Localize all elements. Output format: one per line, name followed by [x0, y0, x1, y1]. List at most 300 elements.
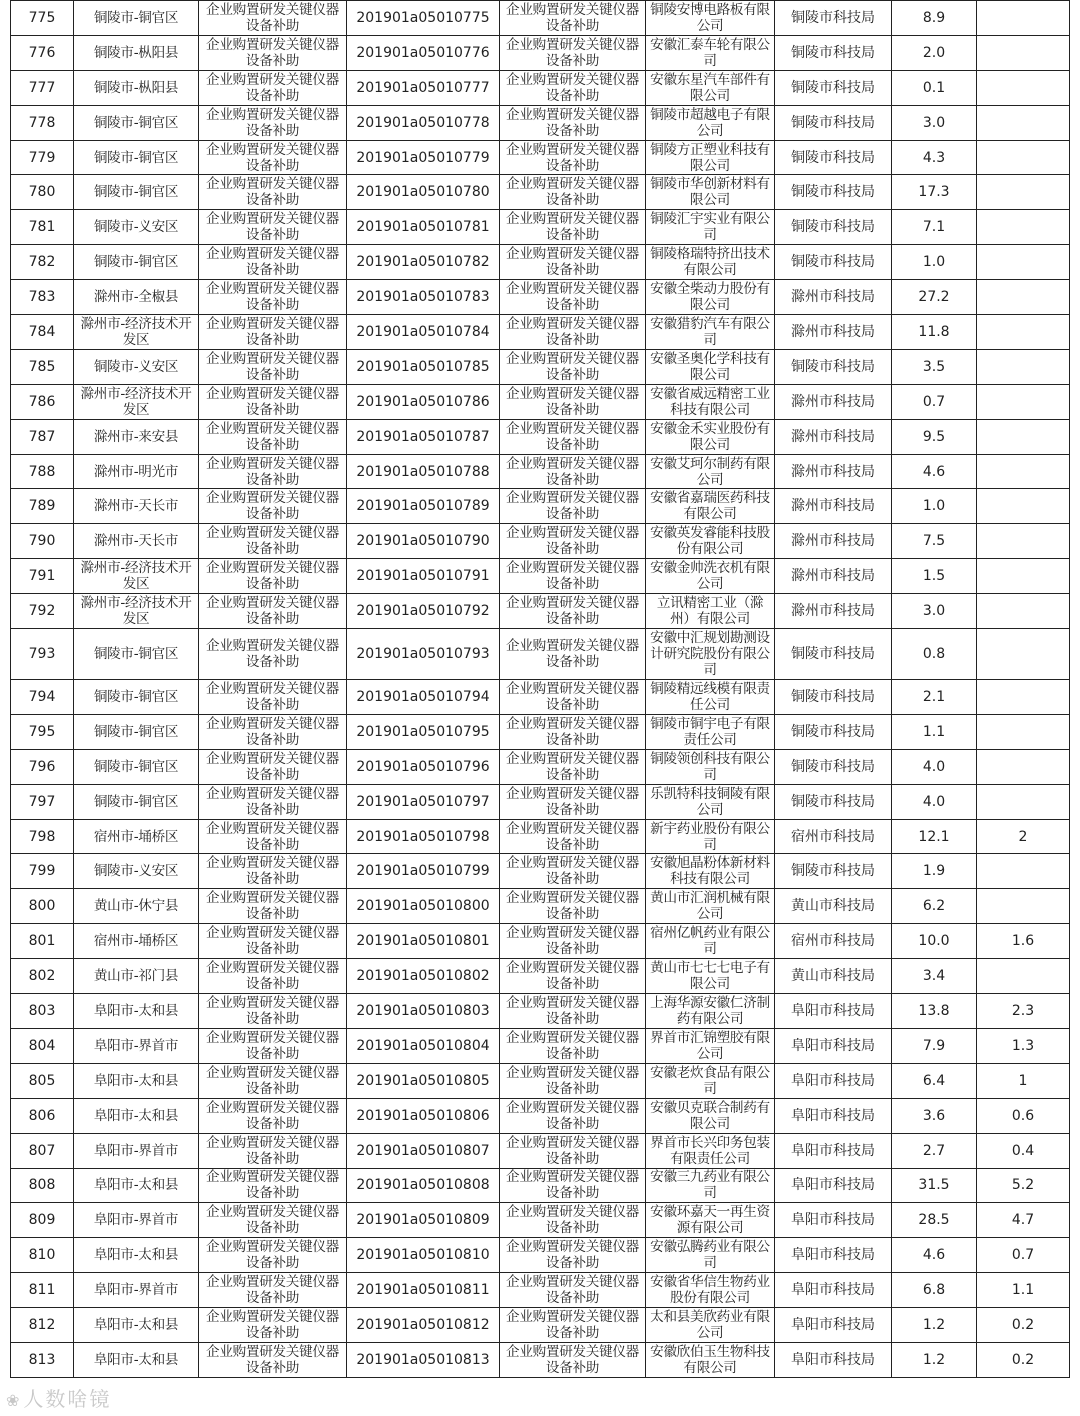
cell-amount: 9.5 — [892, 419, 977, 454]
cell-extra: 5.2 — [977, 1168, 1070, 1203]
cell-amount: 7.9 — [892, 1028, 977, 1063]
cell-region: 阜阳市-太和县 — [74, 1342, 199, 1377]
cell-extra — [977, 714, 1070, 749]
cell-extra — [977, 784, 1070, 819]
table-row — [11, 489, 1070, 524]
cell-category: 企业购置研发关键仪器设备补助 — [500, 1168, 646, 1203]
cell-code: 201901a05010798 — [347, 819, 500, 854]
table-row — [11, 1, 1070, 36]
cell-code: 201901a05010792 — [347, 594, 500, 629]
cell-code: 201901a05010779 — [347, 140, 500, 175]
cell-code: 201901a05010778 — [347, 105, 500, 140]
cell-project: 企业购置研发关键仪器设备补助 — [199, 419, 347, 454]
cell-company: 安徽东星汽车部件有限公司 — [646, 70, 775, 105]
cell-region: 阜阳市-太和县 — [74, 994, 199, 1029]
cell-category: 企业购置研发关键仪器设备补助 — [500, 1098, 646, 1133]
cell-category: 企业购置研发关键仪器设备补助 — [500, 854, 646, 889]
cell-project: 企业购置研发关键仪器设备补助 — [199, 1238, 347, 1273]
cell-project: 企业购置研发关键仪器设备补助 — [199, 1168, 347, 1203]
cell-dept: 铜陵市科技局 — [775, 35, 892, 70]
cell-extra — [977, 280, 1070, 315]
cell-extra — [977, 559, 1070, 594]
cell-code: 201901a05010785 — [347, 349, 500, 384]
table-row — [11, 749, 1070, 784]
cell-code: 201901a05010801 — [347, 924, 500, 959]
cell-project: 企业购置研发关键仪器设备补助 — [199, 349, 347, 384]
cell-dept: 阜阳市科技局 — [775, 1168, 892, 1203]
cell-extra: 1.3 — [977, 1028, 1070, 1063]
cell-company: 安徽三九药业有限公司 — [646, 1168, 775, 1203]
cell-code: 201901a05010782 — [347, 245, 500, 280]
cell-company: 安徽艾珂尔制药有限公司 — [646, 454, 775, 489]
cell-project: 企业购置研发关键仪器设备补助 — [199, 140, 347, 175]
cell-region: 阜阳市-太和县 — [74, 1238, 199, 1273]
cell-code: 201901a05010793 — [347, 629, 500, 680]
cell-dept: 黄山市科技局 — [775, 889, 892, 924]
cell-extra — [977, 454, 1070, 489]
table-row — [11, 924, 1070, 959]
cell-project: 企业购置研发关键仪器设备补助 — [199, 454, 347, 489]
cell-amount: 3.0 — [892, 594, 977, 629]
cell-amount: 27.2 — [892, 280, 977, 315]
table-row — [11, 1098, 1070, 1133]
cell-extra — [977, 315, 1070, 350]
cell-extra — [977, 210, 1070, 245]
cell-category: 企业购置研发关键仪器设备补助 — [500, 349, 646, 384]
cell-company: 安徽圣奥化学科技有限公司 — [646, 349, 775, 384]
table-row — [11, 714, 1070, 749]
cell-region: 滁州市-全椒县 — [74, 280, 199, 315]
cell-amount: 3.4 — [892, 959, 977, 994]
cell-extra — [977, 1, 1070, 36]
cell-extra — [977, 384, 1070, 419]
cell-extra: 4.7 — [977, 1203, 1070, 1238]
cell-region: 铜陵市-铜官区 — [74, 1, 199, 36]
cell-company: 铜陵安博电路板有限公司 — [646, 1, 775, 36]
cell-company: 安徽省威远精密工业科技有限公司 — [646, 384, 775, 419]
cell-project: 企业购置研发关键仪器设备补助 — [199, 489, 347, 524]
cell-region: 铜陵市-铜官区 — [74, 175, 199, 210]
table-row — [11, 1133, 1070, 1168]
cell-dept: 阜阳市科技局 — [775, 1098, 892, 1133]
cell-no: 783 — [11, 280, 74, 315]
table-row — [11, 1203, 1070, 1238]
cell-amount: 13.8 — [892, 994, 977, 1029]
cell-no: 810 — [11, 1238, 74, 1273]
cell-company: 界首市汇锦塑胶有限公司 — [646, 1028, 775, 1063]
table-row — [11, 994, 1070, 1029]
cell-code: 201901a05010780 — [347, 175, 500, 210]
table-row — [11, 594, 1070, 629]
cell-company: 安徽环嘉天一再生资源有限公司 — [646, 1203, 775, 1238]
cell-code: 201901a05010800 — [347, 889, 500, 924]
cell-amount: 2.0 — [892, 35, 977, 70]
cell-dept: 铜陵市科技局 — [775, 749, 892, 784]
cell-region: 阜阳市-太和县 — [74, 1308, 199, 1343]
cell-extra: 1.1 — [977, 1273, 1070, 1308]
cell-extra — [977, 35, 1070, 70]
cell-category: 企业购置研发关键仪器设备补助 — [500, 384, 646, 419]
cell-company: 安徽旭晶粉体新材料科技有限公司 — [646, 854, 775, 889]
cell-amount: 1.1 — [892, 714, 977, 749]
cell-project: 企业购置研发关键仪器设备补助 — [199, 784, 347, 819]
cell-project: 企业购置研发关键仪器设备补助 — [199, 1133, 347, 1168]
table-row — [11, 959, 1070, 994]
cell-region: 滁州市-经济技术开发区 — [74, 384, 199, 419]
cell-extra: 0.2 — [977, 1342, 1070, 1377]
cell-amount: 1.0 — [892, 489, 977, 524]
cell-amount: 6.4 — [892, 1063, 977, 1098]
cell-code: 201901a05010783 — [347, 280, 500, 315]
cell-dept: 滁州市科技局 — [775, 489, 892, 524]
table-row — [11, 210, 1070, 245]
cell-dept: 铜陵市科技局 — [775, 210, 892, 245]
cell-no: 793 — [11, 629, 74, 680]
cell-project: 企业购置研发关键仪器设备补助 — [199, 714, 347, 749]
cell-region: 宿州市-埇桥区 — [74, 924, 199, 959]
cell-category: 企业购置研发关键仪器设备补助 — [500, 1238, 646, 1273]
table-row — [11, 245, 1070, 280]
table-row — [11, 419, 1070, 454]
cell-dept: 铜陵市科技局 — [775, 245, 892, 280]
table-row — [11, 629, 1070, 680]
cell-dept: 宿州市科技局 — [775, 819, 892, 854]
cell-code: 201901a05010794 — [347, 680, 500, 715]
table-row — [11, 1273, 1070, 1308]
table-row — [11, 315, 1070, 350]
cell-amount: 7.1 — [892, 210, 977, 245]
cell-region: 阜阳市-太和县 — [74, 1098, 199, 1133]
cell-amount: 1.2 — [892, 1308, 977, 1343]
cell-company: 立讯精密工业（滁州）有限公司 — [646, 594, 775, 629]
cell-company: 安徽欣伯玉生物科技有限公司 — [646, 1342, 775, 1377]
cell-region: 铜陵市-铜官区 — [74, 749, 199, 784]
cell-category: 企业购置研发关键仪器设备补助 — [500, 1273, 646, 1308]
cell-no: 794 — [11, 680, 74, 715]
cell-project: 企业购置研发关键仪器设备补助 — [199, 245, 347, 280]
table-row — [11, 854, 1070, 889]
cell-code: 201901a05010781 — [347, 210, 500, 245]
cell-amount: 11.8 — [892, 315, 977, 350]
cell-dept: 滁州市科技局 — [775, 280, 892, 315]
cell-no: 807 — [11, 1133, 74, 1168]
table-row — [11, 384, 1070, 419]
cell-amount: 1.0 — [892, 245, 977, 280]
cell-code: 201901a05010811 — [347, 1273, 500, 1308]
cell-amount: 4.0 — [892, 749, 977, 784]
cell-company: 铜陵方正塑业科技有限公司 — [646, 140, 775, 175]
cell-company: 安徽猎豹汽车有限公司 — [646, 315, 775, 350]
cell-project: 企业购置研发关键仪器设备补助 — [199, 1308, 347, 1343]
cell-category: 企业购置研发关键仪器设备补助 — [500, 680, 646, 715]
cell-company: 安徽老炊食品有限公司 — [646, 1063, 775, 1098]
cell-code: 201901a05010791 — [347, 559, 500, 594]
cell-project: 企业购置研发关键仪器设备补助 — [199, 559, 347, 594]
cell-category: 企业购置研发关键仪器设备补助 — [500, 714, 646, 749]
cell-amount: 3.6 — [892, 1098, 977, 1133]
cell-no: 787 — [11, 419, 74, 454]
cell-no: 776 — [11, 35, 74, 70]
cell-company: 铜陵汇宇实业有限公司 — [646, 210, 775, 245]
cell-amount: 3.0 — [892, 105, 977, 140]
cell-project: 企业购置研发关键仪器设备补助 — [199, 1342, 347, 1377]
cell-category: 企业购置研发关键仪器设备补助 — [500, 594, 646, 629]
cell-company: 太和县美欣药业有限公司 — [646, 1308, 775, 1343]
cell-project: 企业购置研发关键仪器设备补助 — [199, 959, 347, 994]
cell-extra — [977, 245, 1070, 280]
cell-amount: 12.1 — [892, 819, 977, 854]
cell-no: 811 — [11, 1273, 74, 1308]
cell-category: 企业购置研发关键仪器设备补助 — [500, 889, 646, 924]
cell-amount: 10.0 — [892, 924, 977, 959]
cell-amount: 1.9 — [892, 854, 977, 889]
cell-dept: 滁州市科技局 — [775, 419, 892, 454]
cell-category: 企业购置研发关键仪器设备补助 — [500, 1203, 646, 1238]
cell-extra — [977, 175, 1070, 210]
cell-region: 铜陵市-铜官区 — [74, 245, 199, 280]
cell-code: 201901a05010776 — [347, 35, 500, 70]
table-row — [11, 819, 1070, 854]
cell-code: 201901a05010810 — [347, 1238, 500, 1273]
cell-company: 安徽中汇规划勘测设计研究院股份有限公司 — [646, 629, 775, 680]
cell-region: 铜陵市-义安区 — [74, 210, 199, 245]
cell-extra: 2.3 — [977, 994, 1070, 1029]
cell-category: 企业购置研发关键仪器设备补助 — [500, 629, 646, 680]
cell-extra — [977, 70, 1070, 105]
cell-dept: 宿州市科技局 — [775, 924, 892, 959]
cell-no: 806 — [11, 1098, 74, 1133]
cell-dept: 阜阳市科技局 — [775, 1028, 892, 1063]
cell-extra — [977, 749, 1070, 784]
cell-no: 792 — [11, 594, 74, 629]
cell-company: 界首市长兴印务包装有限责任公司 — [646, 1133, 775, 1168]
cell-company: 安徽贝克联合制药有限公司 — [646, 1098, 775, 1133]
cell-region: 滁州市-来安县 — [74, 419, 199, 454]
cell-company: 安徽全柴动力股份有限公司 — [646, 280, 775, 315]
cell-dept: 铜陵市科技局 — [775, 105, 892, 140]
cell-project: 企业购置研发关键仪器设备补助 — [199, 749, 347, 784]
cell-dept: 铜陵市科技局 — [775, 140, 892, 175]
cell-category: 企业购置研发关键仪器设备补助 — [500, 819, 646, 854]
paw-icon: ❀ — [6, 1391, 22, 1410]
cell-project: 企业购置研发关键仪器设备补助 — [199, 1063, 347, 1098]
cell-code: 201901a05010777 — [347, 70, 500, 105]
cell-category: 企业购置研发关键仪器设备补助 — [500, 140, 646, 175]
cell-region: 铜陵市-铜官区 — [74, 629, 199, 680]
cell-project: 企业购置研发关键仪器设备补助 — [199, 524, 347, 559]
cell-region: 铜陵市-铜官区 — [74, 680, 199, 715]
cell-company: 铜陵市超越电子有限公司 — [646, 105, 775, 140]
cell-code: 201901a05010788 — [347, 454, 500, 489]
cell-extra — [977, 959, 1070, 994]
cell-code: 201901a05010789 — [347, 489, 500, 524]
cell-code: 201901a05010803 — [347, 994, 500, 1029]
cell-extra: 2 — [977, 819, 1070, 854]
cell-no: 778 — [11, 105, 74, 140]
cell-dept: 阜阳市科技局 — [775, 1273, 892, 1308]
cell-region: 阜阳市-太和县 — [74, 1168, 199, 1203]
cell-company: 安徽金帅洗衣机有限公司 — [646, 559, 775, 594]
cell-region: 铜陵市-铜官区 — [74, 105, 199, 140]
cell-no: 803 — [11, 994, 74, 1029]
cell-region: 黄山市-休宁县 — [74, 889, 199, 924]
cell-extra: 1.6 — [977, 924, 1070, 959]
cell-code: 201901a05010787 — [347, 419, 500, 454]
cell-region: 阜阳市-界首市 — [74, 1273, 199, 1308]
cell-category: 企业购置研发关键仪器设备补助 — [500, 280, 646, 315]
table-row — [11, 524, 1070, 559]
cell-region: 铜陵市-枞阳县 — [74, 35, 199, 70]
table-row — [11, 1063, 1070, 1098]
cell-no: 780 — [11, 175, 74, 210]
cell-extra: 0.7 — [977, 1238, 1070, 1273]
cell-region: 滁州市-天长市 — [74, 489, 199, 524]
cell-category: 企业购置研发关键仪器设备补助 — [500, 315, 646, 350]
cell-no: 808 — [11, 1168, 74, 1203]
cell-amount: 2.1 — [892, 680, 977, 715]
cell-category: 企业购置研发关键仪器设备补助 — [500, 245, 646, 280]
cell-dept: 滁州市科技局 — [775, 315, 892, 350]
cell-amount: 1.2 — [892, 1342, 977, 1377]
cell-no: 804 — [11, 1028, 74, 1063]
cell-no: 795 — [11, 714, 74, 749]
cell-code: 201901a05010809 — [347, 1203, 500, 1238]
cell-amount: 6.8 — [892, 1273, 977, 1308]
cell-company: 安徽省华信生物药业股份有限公司 — [646, 1273, 775, 1308]
cell-category: 企业购置研发关键仪器设备补助 — [500, 210, 646, 245]
table-row — [11, 1168, 1070, 1203]
cell-dept: 阜阳市科技局 — [775, 1342, 892, 1377]
table-row — [11, 349, 1070, 384]
cell-category: 企业购置研发关键仪器设备补助 — [500, 749, 646, 784]
cell-code: 201901a05010795 — [347, 714, 500, 749]
cell-no: 786 — [11, 384, 74, 419]
cell-region: 阜阳市-界首市 — [74, 1028, 199, 1063]
table-row — [11, 175, 1070, 210]
cell-region: 阜阳市-太和县 — [74, 1063, 199, 1098]
cell-region: 黄山市-祁门县 — [74, 959, 199, 994]
cell-company: 黄山市汇润机械有限公司 — [646, 889, 775, 924]
cell-no: 789 — [11, 489, 74, 524]
cell-dept: 阜阳市科技局 — [775, 1063, 892, 1098]
cell-dept: 铜陵市科技局 — [775, 854, 892, 889]
cell-extra: 0.2 — [977, 1308, 1070, 1343]
cell-code: 201901a05010813 — [347, 1342, 500, 1377]
table-row — [11, 559, 1070, 594]
table-row — [11, 1238, 1070, 1273]
table-row — [11, 280, 1070, 315]
table-row — [11, 454, 1070, 489]
cell-category: 企业购置研发关键仪器设备补助 — [500, 1063, 646, 1098]
cell-dept: 滁州市科技局 — [775, 594, 892, 629]
cell-no: 791 — [11, 559, 74, 594]
cell-project: 企业购置研发关键仪器设备补助 — [199, 35, 347, 70]
cell-extra — [977, 594, 1070, 629]
cell-amount: 3.5 — [892, 349, 977, 384]
cell-amount: 17.3 — [892, 175, 977, 210]
cell-extra: 1 — [977, 1063, 1070, 1098]
cell-category: 企业购置研发关键仪器设备补助 — [500, 1342, 646, 1377]
cell-extra — [977, 140, 1070, 175]
cell-project: 企业购置研发关键仪器设备补助 — [199, 629, 347, 680]
cell-code: 201901a05010797 — [347, 784, 500, 819]
cell-no: 812 — [11, 1308, 74, 1343]
cell-no: 800 — [11, 889, 74, 924]
cell-extra — [977, 680, 1070, 715]
cell-amount: 2.7 — [892, 1133, 977, 1168]
cell-company: 铜陵市华创新材料有限公司 — [646, 175, 775, 210]
cell-extra — [977, 419, 1070, 454]
cell-no: 775 — [11, 1, 74, 36]
cell-category: 企业购置研发关键仪器设备补助 — [500, 994, 646, 1029]
subsidy-table — [10, 0, 1070, 1378]
cell-code: 201901a05010806 — [347, 1098, 500, 1133]
cell-region: 铜陵市-义安区 — [74, 854, 199, 889]
cell-amount: 0.1 — [892, 70, 977, 105]
cell-project: 企业购置研发关键仪器设备补助 — [199, 1203, 347, 1238]
table-row — [11, 70, 1070, 105]
cell-project: 企业购置研发关键仪器设备补助 — [199, 210, 347, 245]
cell-code: 201901a05010802 — [347, 959, 500, 994]
cell-project: 企业购置研发关键仪器设备补助 — [199, 70, 347, 105]
cell-dept: 滁州市科技局 — [775, 559, 892, 594]
cell-region: 铜陵市-义安区 — [74, 349, 199, 384]
cell-no: 802 — [11, 959, 74, 994]
cell-dept: 阜阳市科技局 — [775, 1133, 892, 1168]
cell-extra — [977, 105, 1070, 140]
cell-extra: 0.4 — [977, 1133, 1070, 1168]
table-row — [11, 1028, 1070, 1063]
cell-project: 企业购置研发关键仪器设备补助 — [199, 1098, 347, 1133]
cell-no: 809 — [11, 1203, 74, 1238]
cell-amount: 4.0 — [892, 784, 977, 819]
cell-no: 782 — [11, 245, 74, 280]
cell-no: 801 — [11, 924, 74, 959]
cell-category: 企业购置研发关键仪器设备补助 — [500, 959, 646, 994]
cell-region: 铜陵市-枞阳县 — [74, 70, 199, 105]
cell-project: 企业购置研发关键仪器设备补助 — [199, 680, 347, 715]
cell-code: 201901a05010807 — [347, 1133, 500, 1168]
cell-category: 企业购置研发关键仪器设备补助 — [500, 784, 646, 819]
cell-dept: 铜陵市科技局 — [775, 629, 892, 680]
table-row — [11, 140, 1070, 175]
cell-project: 企业购置研发关键仪器设备补助 — [199, 924, 347, 959]
cell-extra: 0.6 — [977, 1098, 1070, 1133]
cell-dept: 阜阳市科技局 — [775, 994, 892, 1029]
cell-region: 阜阳市-界首市 — [74, 1203, 199, 1238]
cell-category: 企业购置研发关键仪器设备补助 — [500, 1, 646, 36]
cell-amount: 4.6 — [892, 454, 977, 489]
cell-category: 企业购置研发关键仪器设备补助 — [500, 1028, 646, 1063]
cell-company: 安徽弘腾药业有限公司 — [646, 1238, 775, 1273]
table-row — [11, 1342, 1070, 1377]
cell-project: 企业购置研发关键仪器设备补助 — [199, 889, 347, 924]
cell-project: 企业购置研发关键仪器设备补助 — [199, 994, 347, 1029]
cell-extra — [977, 524, 1070, 559]
cell-no: 777 — [11, 70, 74, 105]
cell-no: 784 — [11, 315, 74, 350]
cell-region: 阜阳市-界首市 — [74, 1133, 199, 1168]
cell-code: 201901a05010775 — [347, 1, 500, 36]
cell-project: 企业购置研发关键仪器设备补助 — [199, 1028, 347, 1063]
cell-no: 813 — [11, 1342, 74, 1377]
cell-category: 企业购置研发关键仪器设备补助 — [500, 454, 646, 489]
table-row — [11, 889, 1070, 924]
cell-dept: 铜陵市科技局 — [775, 1, 892, 36]
cell-project: 企业购置研发关键仪器设备补助 — [199, 384, 347, 419]
cell-region: 滁州市-明光市 — [74, 454, 199, 489]
cell-region: 滁州市-天长市 — [74, 524, 199, 559]
